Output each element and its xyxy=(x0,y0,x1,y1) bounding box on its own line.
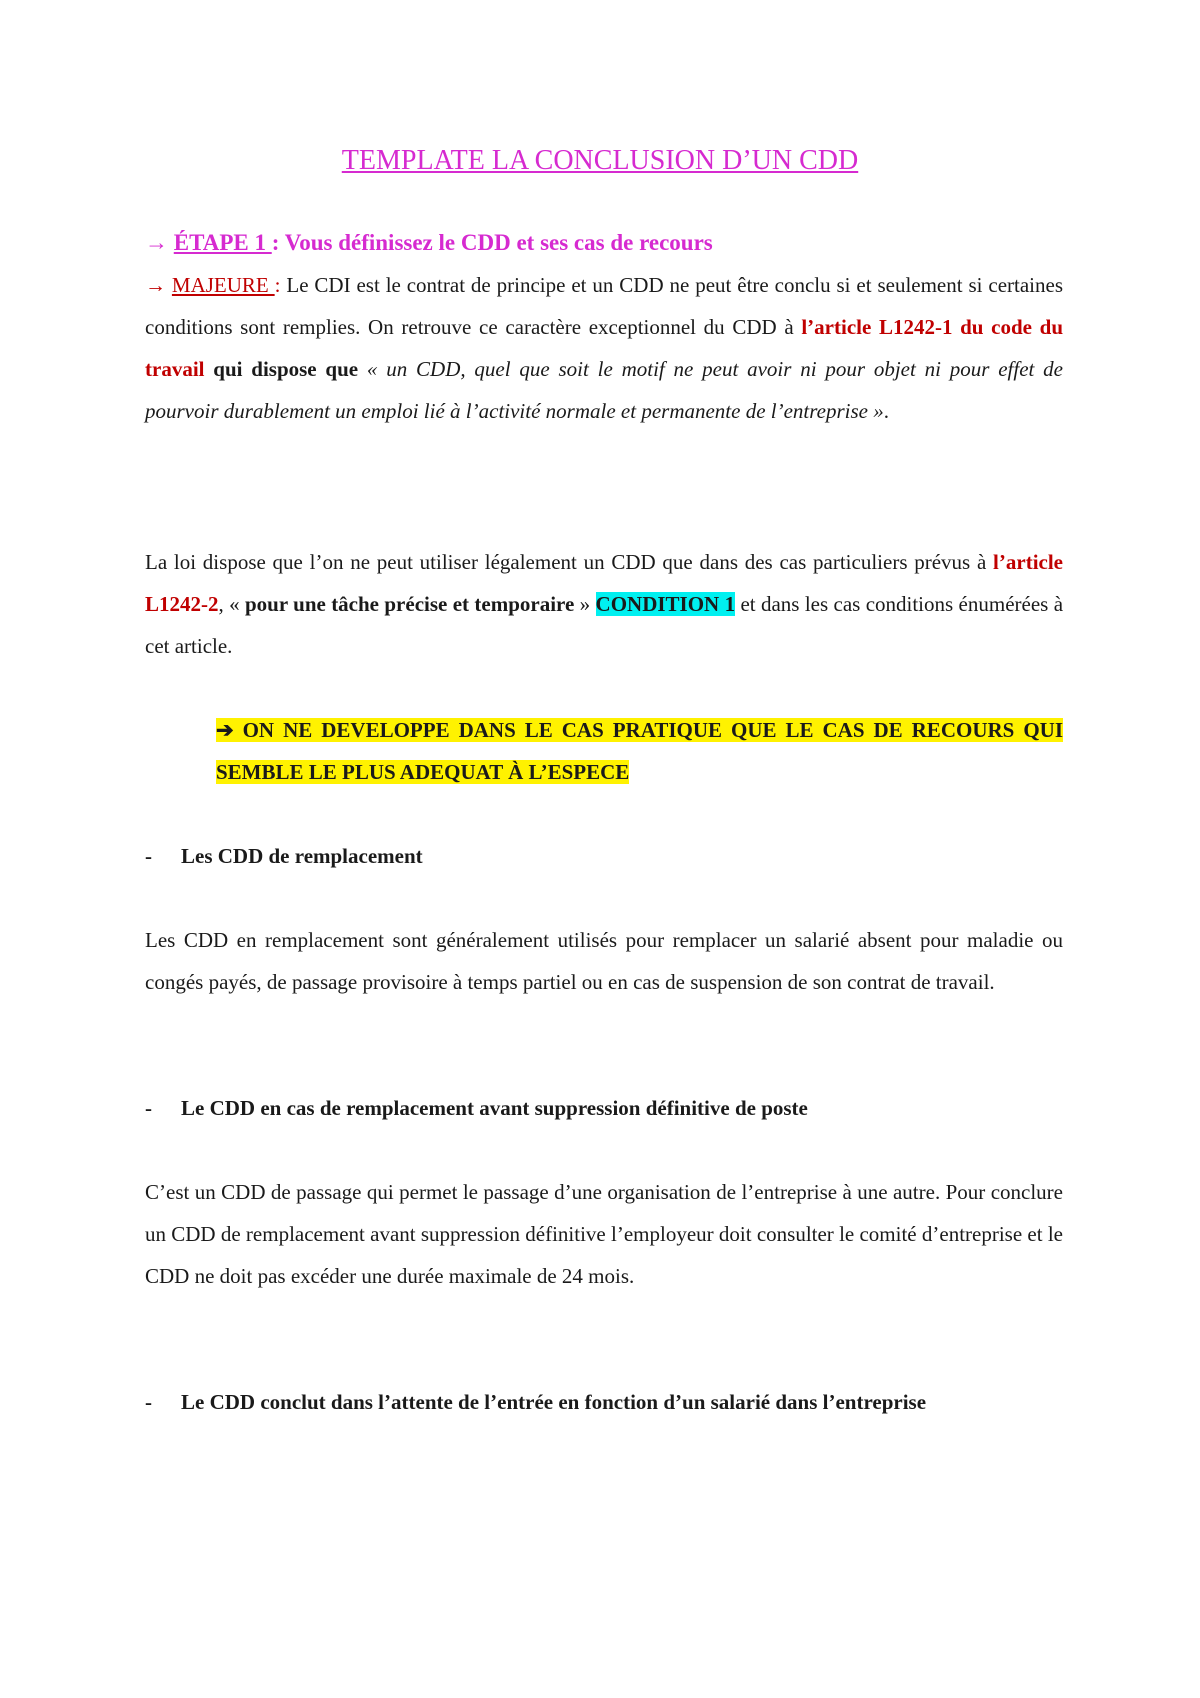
etape-text: : Vous définissez le CDD et ses cas de recours xyxy=(271,230,713,255)
majeure-label: MAJEURE xyxy=(171,273,275,297)
majeure-text: Le CDI est le contrat de principe et un CDD ne peut être conclu si et seulement si certaines conditions sont remplies. On retrouve ce caractère exceptionnel du CDD à xyxy=(145,273,1063,339)
etape-heading xyxy=(145,222,1063,264)
majeure-quote: « un CDD, quel que soit le motif ne peut avoir ni pour objet ni pour effet de pourvoir durablement un emploi lié à l’activité normale et permanente de l’entreprise » xyxy=(145,357,1063,423)
loi-quote: pour une tâche précise et temporaire xyxy=(244,592,575,616)
section-dash: - xyxy=(145,844,152,868)
loi-text-4: et dans les cas conditions énumérées à cet article. xyxy=(145,592,1064,658)
note-text: ON NE DEVELOPPE DANS LE CAS PRATIQUE QUE LE CAS DE RECOURS QUI SEMBLE LE PLUS ADEQUAT À L’ESPECE xyxy=(216,718,1063,784)
etape-label: ÉTAPE 1 xyxy=(173,230,272,255)
section-title: Les CDD de remplacement xyxy=(181,844,423,868)
loi-text: La loi dispose que l’on ne peut utiliser légalement un CDD que dans des cas particuliers prévus à xyxy=(145,550,994,574)
majeure-arrow: → xyxy=(145,273,172,297)
etape-arrow: → xyxy=(145,230,174,255)
loi-paragraph xyxy=(145,541,1063,667)
article-l1242-2: l’article L1242-2 xyxy=(145,550,1063,616)
document-title: TEMPLATE LA CONCLUSION D’UN CDD xyxy=(341,145,859,176)
loi-text-2: , « xyxy=(218,592,245,616)
article-l1242-1: l’article L1242-1 du code du travail xyxy=(145,315,1063,381)
condition-badge: CONDITION 1 xyxy=(595,592,736,616)
note-arrow-icon: ➔ xyxy=(216,718,234,742)
loi-text-3: » xyxy=(574,592,596,616)
highlight-note xyxy=(216,709,1063,793)
section-title: Le CDD conclut dans l’attente de l’entrée en fonction d’un salarié dans l’entreprise xyxy=(181,1390,927,1414)
section-body: Les CDD en remplacement sont généralement utilisés pour remplacer un salarié absent pour maladie ou congés payés, de passage provisoire à temps partiel ou en cas de suspension de son contrat de travail. xyxy=(145,928,1063,994)
section-title: Le CDD en cas de remplacement avant suppression définitive de poste xyxy=(181,1096,808,1120)
majeure-paragraph xyxy=(145,264,1063,432)
section-dash: - xyxy=(145,1096,152,1120)
majeure-colon: : xyxy=(274,273,287,297)
dispose-text: qui dispose que xyxy=(204,357,367,381)
majeure-end: . xyxy=(883,399,889,423)
section-body: C’est un CDD de passage qui permet le passage d’une organisation de l’entreprise à une autre. Pour conclure un CDD de remplacement avant suppression définitive l’employeur doit consulter le comité d’entreprise et le CDD ne doit pas excéder une durée maximale de 24 mois. xyxy=(145,1180,1063,1288)
section-dash: - xyxy=(145,1390,152,1414)
